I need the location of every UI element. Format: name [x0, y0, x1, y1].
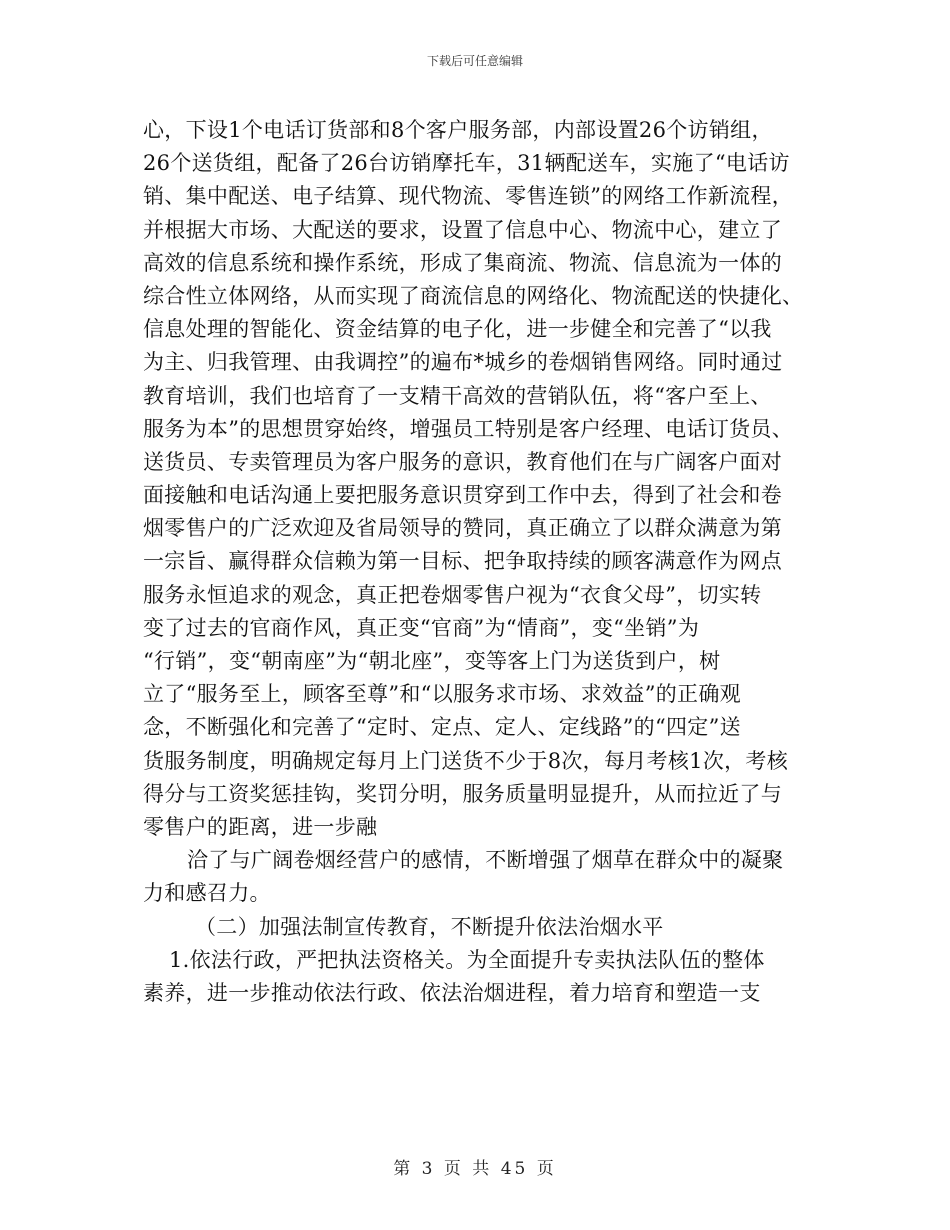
paragraph-first-line: 洽了与广阔卷烟经营户的感情，不断增强了烟草在群众中的凝聚 [187, 848, 784, 873]
body-line: 信息处理的智能化、资金结算的电子化，进一步健全和完善了“以我 [143, 317, 772, 342]
body-line: 力和感召力。 [143, 881, 271, 906]
body-line: 一宗旨、赢得群众信赖为第一目标、把争取持续的顾客满意作为网点 [143, 549, 782, 574]
body-line: 送货员、专卖管理员为客户服务的意识，教育他们在与广阔客户面对 [143, 449, 782, 474]
body-line: 烟零售户的广泛欢迎及省局领导的赞同，真正确立了以群众满意为第 [143, 516, 782, 541]
body-line: 得分与工资奖惩挂钩，奖罚分明，服务质量明显提升，从而拉近了与 [143, 781, 782, 806]
body-line: 并根据大市场、大配送的要求，设置了信息中心、物流中心，建立了 [143, 217, 782, 242]
body-line: 零售户的距离，进一步融 [143, 814, 378, 839]
body-line: 26个送货组，配备了26台访销摩托车，31辆配送车，实施了“电话访 [143, 151, 790, 176]
body-line: 变了过去的官商作风，真正变“官商”为“情商”，变“坐销”为 [143, 615, 700, 640]
body-line: 为主、归我管理、由我调控”的遍布*城乡的卷烟销售网络。同时通过 [143, 350, 783, 375]
body-line: 教育培训，我们也培育了一支精干高效的营销队伍，将“客户至上、 [143, 383, 772, 408]
body-line: 服务永恒追求的观念，真正把卷烟零售户视为“衣食父母”，切实转 [143, 582, 762, 607]
page-number-footer: 第 3 页 共 45 页 [393, 1159, 557, 1179]
body-line: 面接触和电话沟通上要把服务意识贯穿到工作中去，得到了社会和卷 [143, 483, 782, 508]
body-line: 念，不断强化和完善了“定时、定点、定人、定线路”的“四定”送 [143, 715, 741, 740]
body-line: 高效的信息系统和操作系统，形成了集商流、物流、信息流为一体的 [143, 250, 782, 275]
document-body [143, 114, 811, 1010]
body-line: 立了“服务至上，顾客至尊”和“以服务求市场、求效益”的正确观 [143, 682, 741, 707]
section-heading: （二）加强法制宣传教育，不断提升依法治烟水平 [195, 914, 664, 939]
body-line: “行销”，变“朝南座”为“朝北座”，变等客上门为送货到户，树 [143, 649, 721, 673]
body-line: 心，下设1个电话订货部和8个客户服务部，内部设置26个访销组， [143, 118, 773, 142]
body-line: 综合性立体网络，从而实现了商流信息的网络化、物流配送的快捷化、 [143, 283, 804, 308]
body-line: 销、集中配送、电子结算、现代物流、零售连锁”的网络工作新流程， [143, 184, 794, 209]
paragraph-first-line: 1.依法行政，严把执法资格关。为全面提升专卖执法队伍的整体 [169, 947, 765, 972]
body-line: 服务为本”的思想贯穿始终，增强员工特别是客户经理、电话订货员、 [143, 416, 794, 441]
body-line: 素养，进一步推动依法行政、依法治烟进程，着力培育和塑造一支 [143, 980, 761, 1005]
page-header: 下载后可任意编辑 [426, 54, 523, 68]
body-line: 货服务制度，明确规定每月上门送货不少于8次，每月考核1次，考核 [143, 748, 789, 773]
